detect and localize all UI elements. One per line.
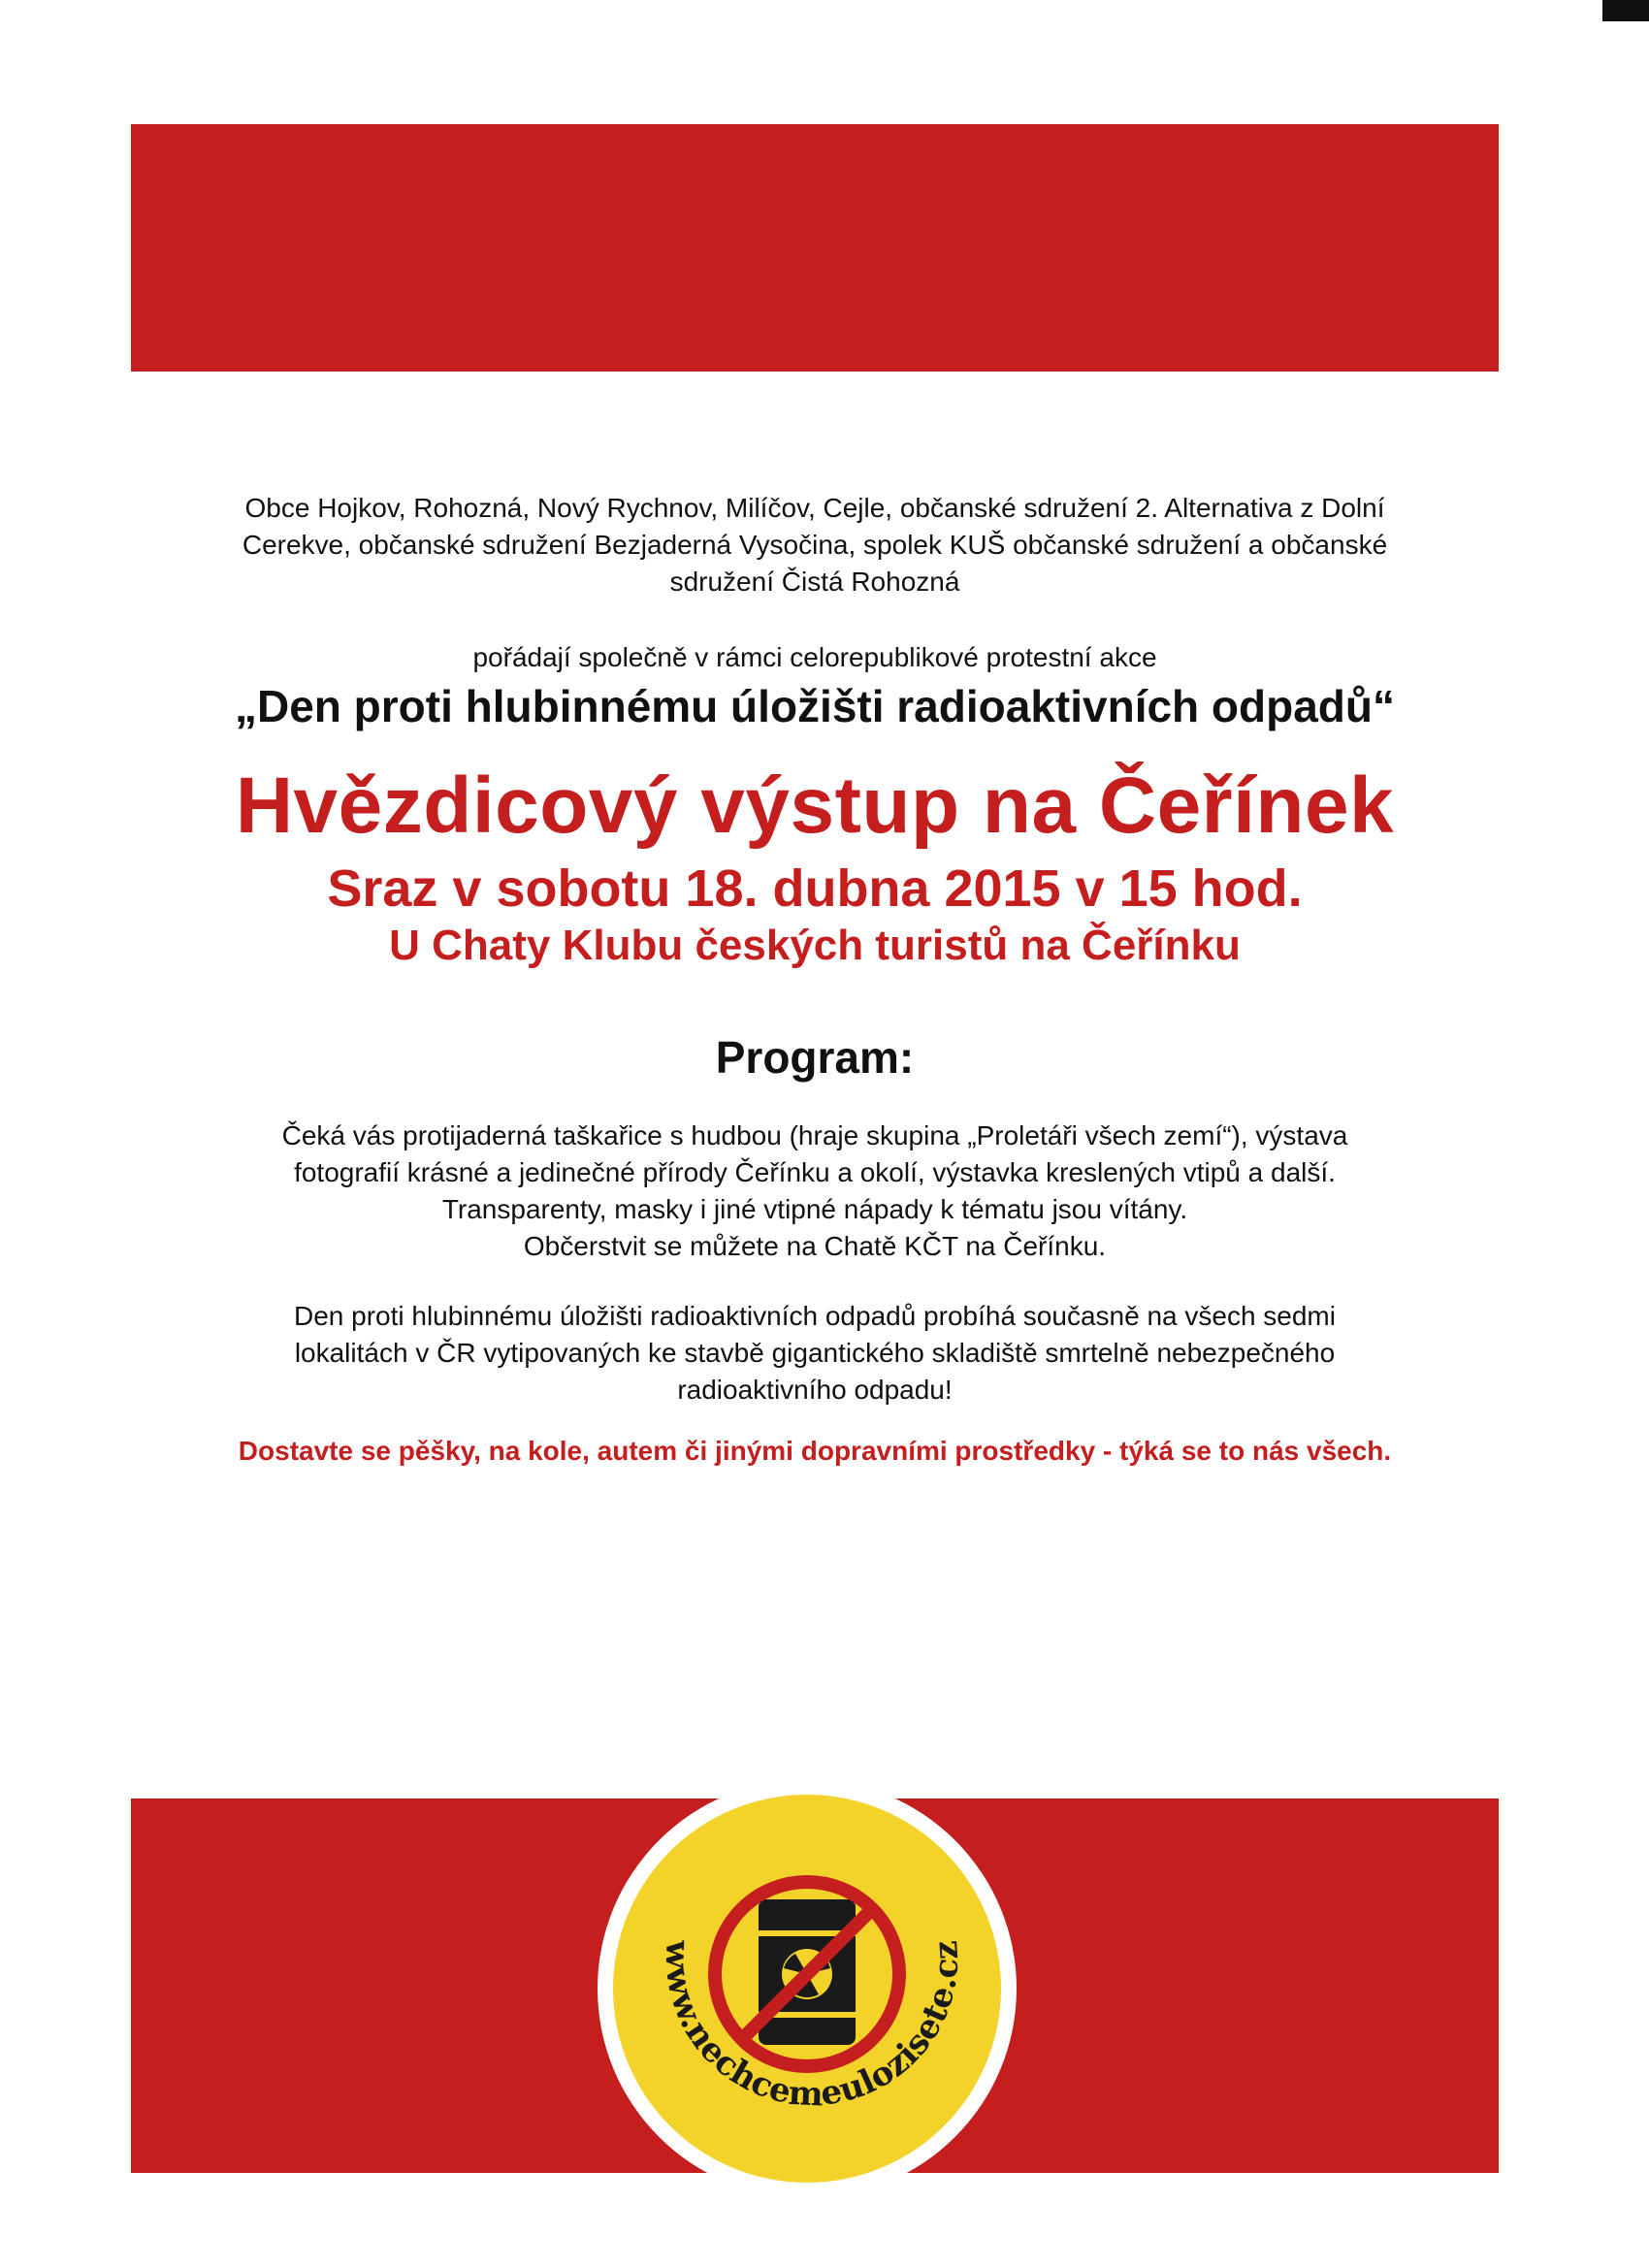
organizers-line: sdružení Čistá Rohozná [669,567,960,597]
info-line: Den proti hlubinnému úložišti radioaktivních odpadů probíhá současně na všech sedmi [294,1301,1336,1331]
info-line: radioaktivního odpadu! [677,1375,953,1405]
poster-content [116,490,1513,1469]
program-line: Občerstvit se můžete na Chatě KČT na Čeřínku. [523,1231,1107,1261]
event-headline: Hvězdicový výstup na Čeřínek [235,761,1395,850]
campaign-title: „Den proti hlubinnému úložišti radioaktivních odpadů“ [234,681,1396,731]
meeting-time: Sraz v sobotu 18. dubna 2015 v 15 hod. [327,859,1303,918]
organizers-line: Obce Hojkov, Rohozná, Nový Rychnov, Milíčov, Cejle, občanské sdružení 2. Alternativa z Dolní [244,493,1385,523]
badge-url-text: www.nechcemeulozisete.cz [657,1939,967,2115]
info-paragraph [116,1298,1513,1409]
top-red-band [131,124,1499,372]
program-line: Transparenty, masky i jiné vtipné nápady k tématu jsou vítány. [441,1194,1188,1224]
meeting-place: U Chaty Klubu českých turistů na Čeřínku [389,922,1241,969]
organizers [126,490,1504,600]
program-line: Čeká vás protijaderná taškařice s hudbou (hraje skupina „Proletáři všech zemí“), výstava [281,1120,1348,1150]
organizers-line: Cerekve, občanské sdružení Bezjaderná Vysočina, spolek KUŠ občanské sdružení a občanské [242,530,1388,560]
program-heading: Program: [715,1032,915,1083]
call-to-action: Dostavte se pěšky, na kole, autem či jinými dopravními prostředky - týká se to nás všech. [238,1436,1392,1466]
program-line: fotografií krásné a jedinečné přírody Čeřínku a okolí, výstavka kreslených vtipů a další. [294,1157,1336,1187]
program-description [116,1118,1513,1265]
info-line: lokalitách v ČR vytipovaných ke stavbě gigantického skladiště smrtelně nebezpečného [294,1338,1336,1368]
logo-badge [594,1775,1020,2202]
scan-corner-mark [1602,0,1649,21]
intro-text: pořádají společně v rámci celorepublikové protestní akce [472,642,1157,672]
